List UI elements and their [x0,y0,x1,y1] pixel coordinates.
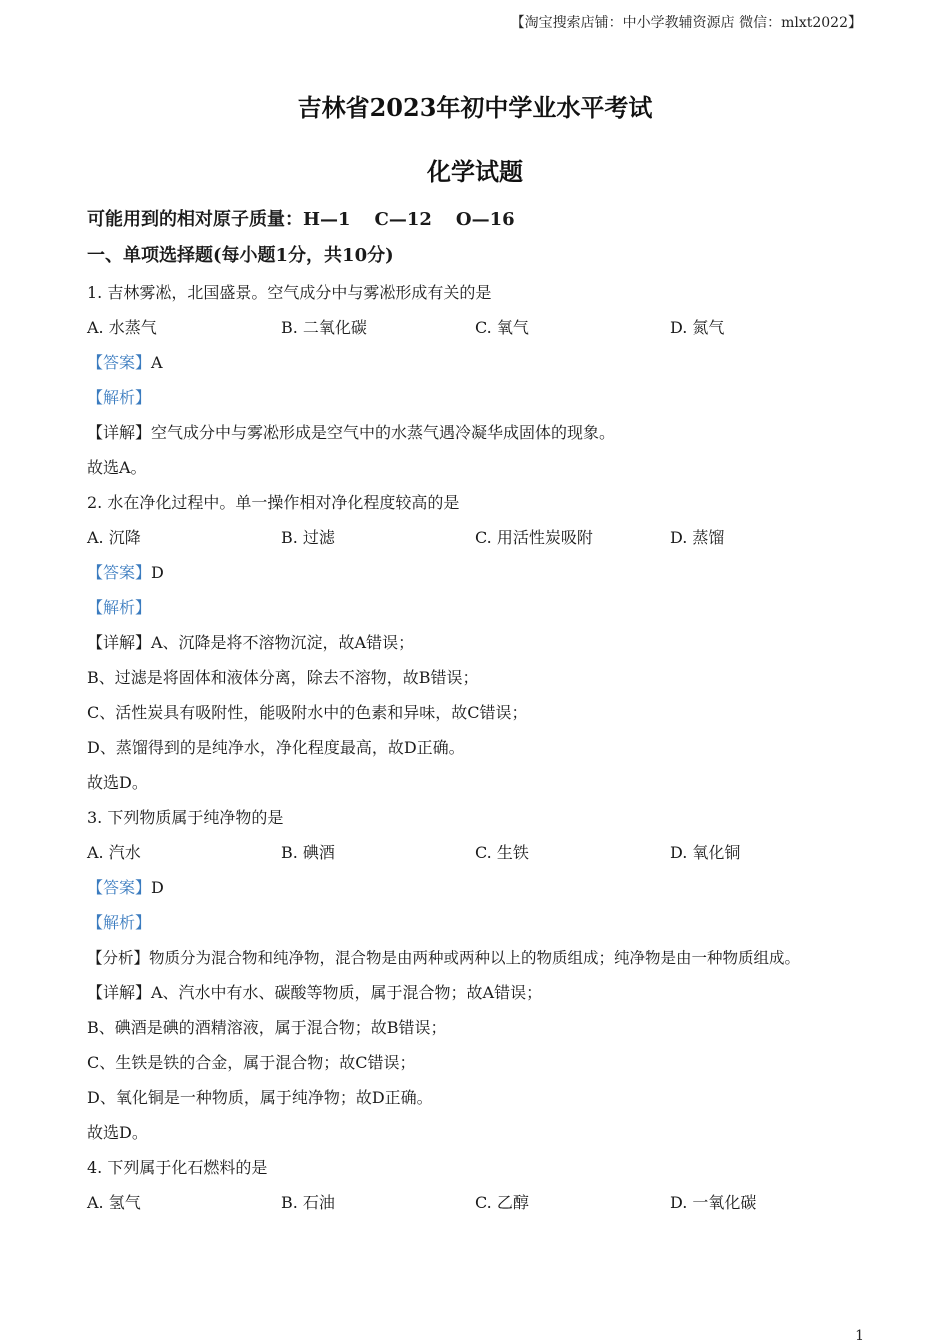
analysis-tag: 【解析】 [87,598,152,617]
explanation-line: B、碘酒是碘的酒精溶液，属于混合物；故B错误； [87,1018,447,1037]
explanation-line: 故选A。 [87,458,147,477]
option-d: D. 一氧化碳 [670,1193,757,1212]
option-d: D. 氮气 [670,318,725,337]
answer-value: D [151,878,164,897]
page-subtitle: 化学试题 [427,157,523,186]
analysis-tag: 【解析】 [87,913,152,932]
answer-value: A [151,353,163,372]
explanation-line: D、蒸馏得到的是纯净水，净化程度最高，故D正确。 [87,738,465,757]
header-note: 【淘宝搜索店铺：中小学教辅资源店 微信：mlxt2022】 [510,15,862,31]
question-stem: 3. 下列物质属于纯净物的是 [87,808,284,827]
option-b: B. 过滤 [281,528,335,547]
option-b: B. 二氧化碳 [281,318,367,337]
explanation-line: 【详解】空气成分中与雾凇形成是空气中的水蒸气遇冷凝华成固体的现象。 [87,423,616,442]
analysis-tag: 【解析】 [87,388,152,407]
explanation-line: C、生铁是铁的合金，属于混合物；故C错误； [87,1053,416,1072]
explanation-line: 【详解】A、汽水中有水、碳酸等物质，属于混合物；故A错误； [87,983,543,1002]
explanation-line: B、过滤是将固体和液体分离，除去不溶物，故B错误； [87,668,479,687]
answer-line [87,352,163,374]
answer-line [87,562,164,584]
question-stem: 1. 吉林雾凇，北国盛景。空气成分中与雾凇形成有关的是 [87,283,492,302]
page-title: 吉林省2023年初中学业水平考试 [297,93,653,122]
answer-tag: 【答案】 [87,878,152,897]
option-d: D. 蒸馏 [670,528,725,547]
option-a: A. 汽水 [87,843,141,862]
answer-line [87,877,164,899]
atomic-mass-o: O—16 [455,209,515,230]
explanation-line: D、氧化铜是一种物质，属于纯净物；故D正确。 [87,1088,433,1107]
atomic-mass-line [87,209,515,231]
option-d: D. 氧化铜 [670,843,741,862]
section-heading: 一、单项选择题(每小题1分，共10分) [87,245,394,266]
answer-tag: 【答案】 [87,353,152,372]
atomic-mass-label: 可能用到的相对原子质量： [87,209,303,230]
option-c: C. 乙醇 [475,1193,529,1212]
question-stem: 4. 下列属于化石燃料的是 [87,1158,268,1177]
option-b: B. 碘酒 [281,843,335,862]
option-c: C. 生铁 [475,843,529,862]
option-a: A. 沉降 [87,528,141,547]
option-b: B. 石油 [281,1193,335,1212]
option-a: A. 水蒸气 [87,318,157,337]
question-stem: 2. 水在净化过程中。单一操作相对净化程度较高的是 [87,493,460,512]
option-c: C. 用活性炭吸附 [475,528,593,547]
answer-tag: 【答案】 [87,563,152,582]
atomic-mass-h: H—1 [303,209,351,230]
atomic-mass-c: C—12 [374,209,432,230]
page-number: 1 [855,1328,864,1344]
explanation-line: 【详解】A、沉降是将不溶物沉淀，故A错误； [87,633,415,652]
option-c: C. 氧气 [475,318,529,337]
answer-value: D [151,563,164,582]
explanation-line: 故选D。 [87,773,148,792]
explanation-line: 故选D。 [87,1123,148,1142]
explanation-line: 【分析】物质分为混合物和纯净物，混合物是由两种或两种以上的物质组成；纯净物是由一种物质组成。 [87,949,801,967]
explanation-line: C、活性炭具有吸附性，能吸附水中的色素和异味，故C错误； [87,703,528,722]
option-a: A. 氢气 [87,1193,141,1212]
